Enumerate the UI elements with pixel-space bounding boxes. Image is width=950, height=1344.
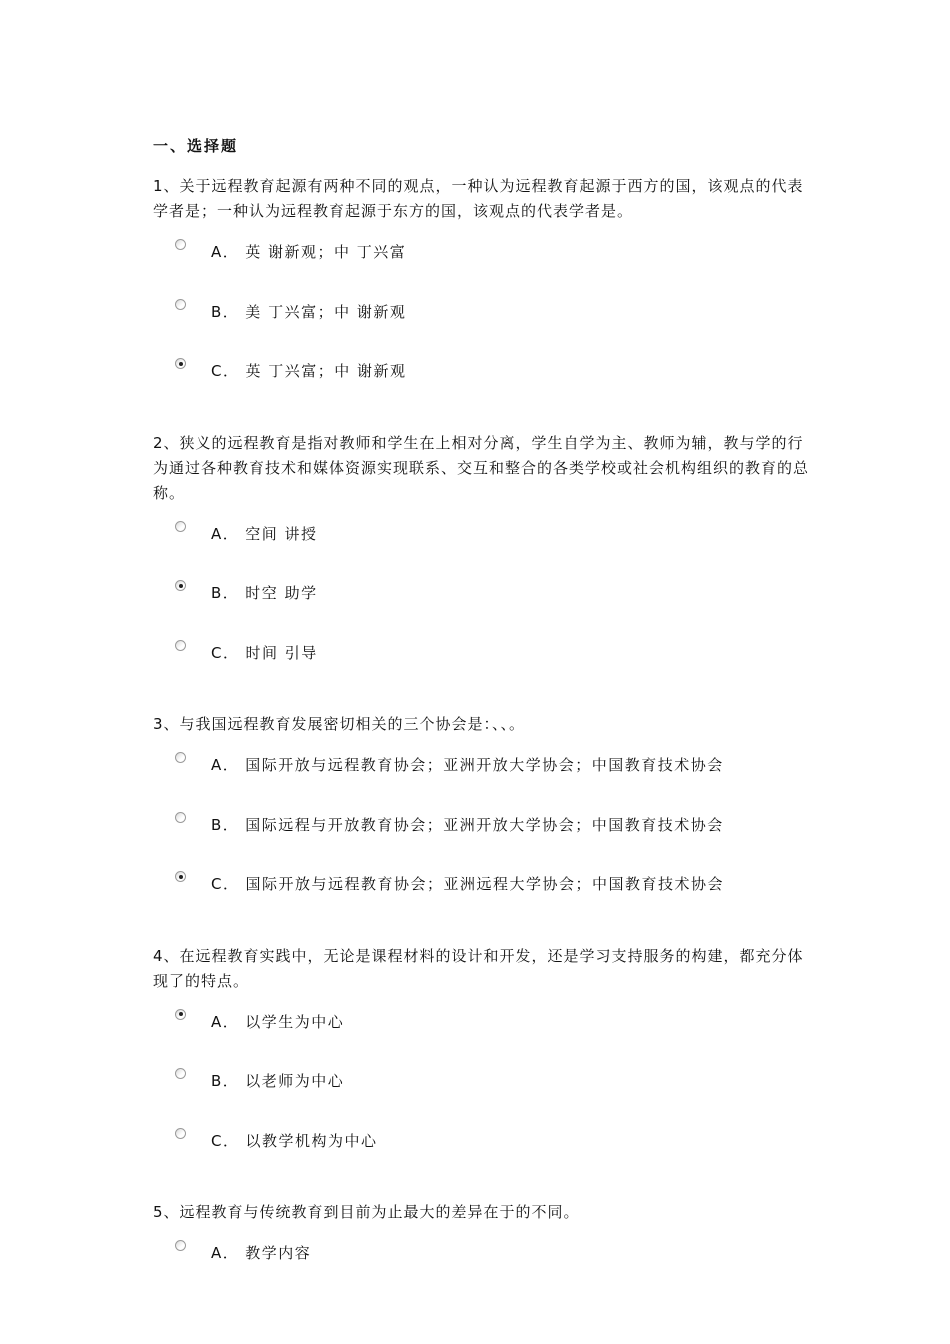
question-4 [153, 944, 813, 1187]
option-letter: C． [211, 1131, 240, 1150]
option-letter: B． [211, 1072, 240, 1090]
radio-unselected-icon[interactable] [175, 239, 186, 250]
option-label [211, 643, 318, 663]
question-text: 2、狭义的远程教育是指对教师和学生在上相对分离，学生自学为主、教师为辅，教与学的行为通过各种教育技术和媒体资源实现联系、交互和整合的各类学校或社会机构组织的教育的总称。 [153, 433, 810, 502]
question-text: 5、远程教育与传统教育到目前为止最大的差异在于的不同。 [153, 1203, 580, 1221]
option-list [153, 751, 813, 930]
option-text: 以教学机构为中心 [245, 1131, 378, 1150]
option-letter: B． [211, 302, 240, 321]
option-a[interactable] [153, 751, 813, 811]
question-2 [153, 431, 813, 699]
option-a[interactable] [153, 238, 813, 298]
option-label [211, 1071, 344, 1091]
radio-selected-icon[interactable] [175, 580, 186, 591]
option-text: 英 谢新观；中 丁兴富 [245, 243, 407, 261]
question-1 [153, 174, 813, 417]
option-text: 教学内容 [245, 1244, 312, 1262]
question-list [153, 174, 813, 1299]
radio-unselected-icon[interactable] [175, 752, 186, 763]
option-label [211, 1012, 344, 1032]
option-c[interactable] [153, 1127, 813, 1187]
option-text: 国际远程与开放教育协会；亚洲开放大学协会；中国教育技术协会 [245, 815, 724, 834]
option-label [211, 755, 724, 775]
option-label [211, 874, 724, 894]
radio-unselected-icon[interactable] [175, 1240, 186, 1251]
option-list [153, 238, 813, 417]
option-label [211, 1131, 378, 1151]
question-text: 3、与我国远程教育发展密切相关的三个协会是：、、。 [153, 715, 526, 733]
document-page [153, 134, 813, 1313]
question-text: 4、在远程教育实践中，无论是课程材料的设计和开发，还是学习支持服务的构建，都充分体现了的特点。 [153, 946, 804, 990]
option-a[interactable] [153, 520, 813, 580]
radio-selected-icon[interactable] [175, 1009, 186, 1020]
option-list [153, 1239, 813, 1299]
option-label [211, 583, 318, 603]
option-c[interactable] [153, 357, 813, 417]
option-text: 时空 助学 [245, 584, 318, 602]
option-c[interactable] [153, 639, 813, 699]
option-list [153, 1008, 813, 1187]
option-letter: C． [211, 362, 240, 380]
radio-selected-icon[interactable] [175, 358, 186, 369]
option-text: 美 丁兴富；中 谢新观 [245, 302, 407, 321]
option-letter: A． [211, 1012, 240, 1031]
option-text: 英 丁兴富；中 谢新观 [245, 362, 407, 380]
option-label [211, 815, 724, 835]
option-label [211, 242, 406, 262]
option-b[interactable] [153, 1067, 813, 1127]
option-letter: B． [211, 584, 240, 602]
option-b[interactable] [153, 579, 813, 639]
radio-unselected-icon[interactable] [175, 812, 186, 823]
option-letter: A． [211, 243, 240, 261]
option-label [211, 302, 406, 322]
radio-unselected-icon[interactable] [175, 521, 186, 532]
option-label [211, 524, 318, 544]
question-5 [153, 1200, 813, 1299]
radio-selected-icon[interactable] [175, 871, 186, 882]
option-b[interactable] [153, 298, 813, 358]
option-text: 国际开放与远程教育协会；亚洲开放大学协会；中国教育技术协会 [245, 756, 724, 774]
option-text: 以老师为中心 [245, 1072, 345, 1090]
option-a[interactable] [153, 1008, 813, 1068]
option-text: 时间 引导 [245, 643, 318, 662]
option-letter: A． [211, 756, 240, 774]
option-b[interactable] [153, 811, 813, 871]
option-text: 空间 讲授 [245, 524, 318, 543]
option-letter: A． [211, 1244, 240, 1262]
question-text: 1、关于远程教育起源有两种不同的观点，一种认为远程教育起源于西方的国，该观点的代表学者是；一种认为远程教育起源于东方的国，该观点的代表学者是。 [153, 177, 804, 220]
option-letter: B． [211, 815, 240, 834]
option-text: 国际开放与远程教育协会；亚洲远程大学协会；中国教育技术协会 [245, 875, 724, 893]
option-label [211, 1243, 311, 1263]
option-a[interactable] [153, 1239, 813, 1299]
option-label [211, 361, 407, 381]
radio-unselected-icon[interactable] [175, 1128, 186, 1139]
radio-unselected-icon[interactable] [175, 640, 186, 651]
option-c[interactable] [153, 870, 813, 930]
option-letter: A． [211, 524, 240, 543]
radio-unselected-icon[interactable] [175, 299, 186, 310]
option-list [153, 520, 813, 699]
option-letter: C． [211, 875, 240, 893]
option-text: 以学生为中心 [245, 1012, 345, 1031]
section-title: 一、选择题 [153, 137, 239, 155]
question-3 [153, 712, 813, 930]
radio-unselected-icon[interactable] [175, 1068, 186, 1079]
option-letter: C． [211, 643, 240, 662]
